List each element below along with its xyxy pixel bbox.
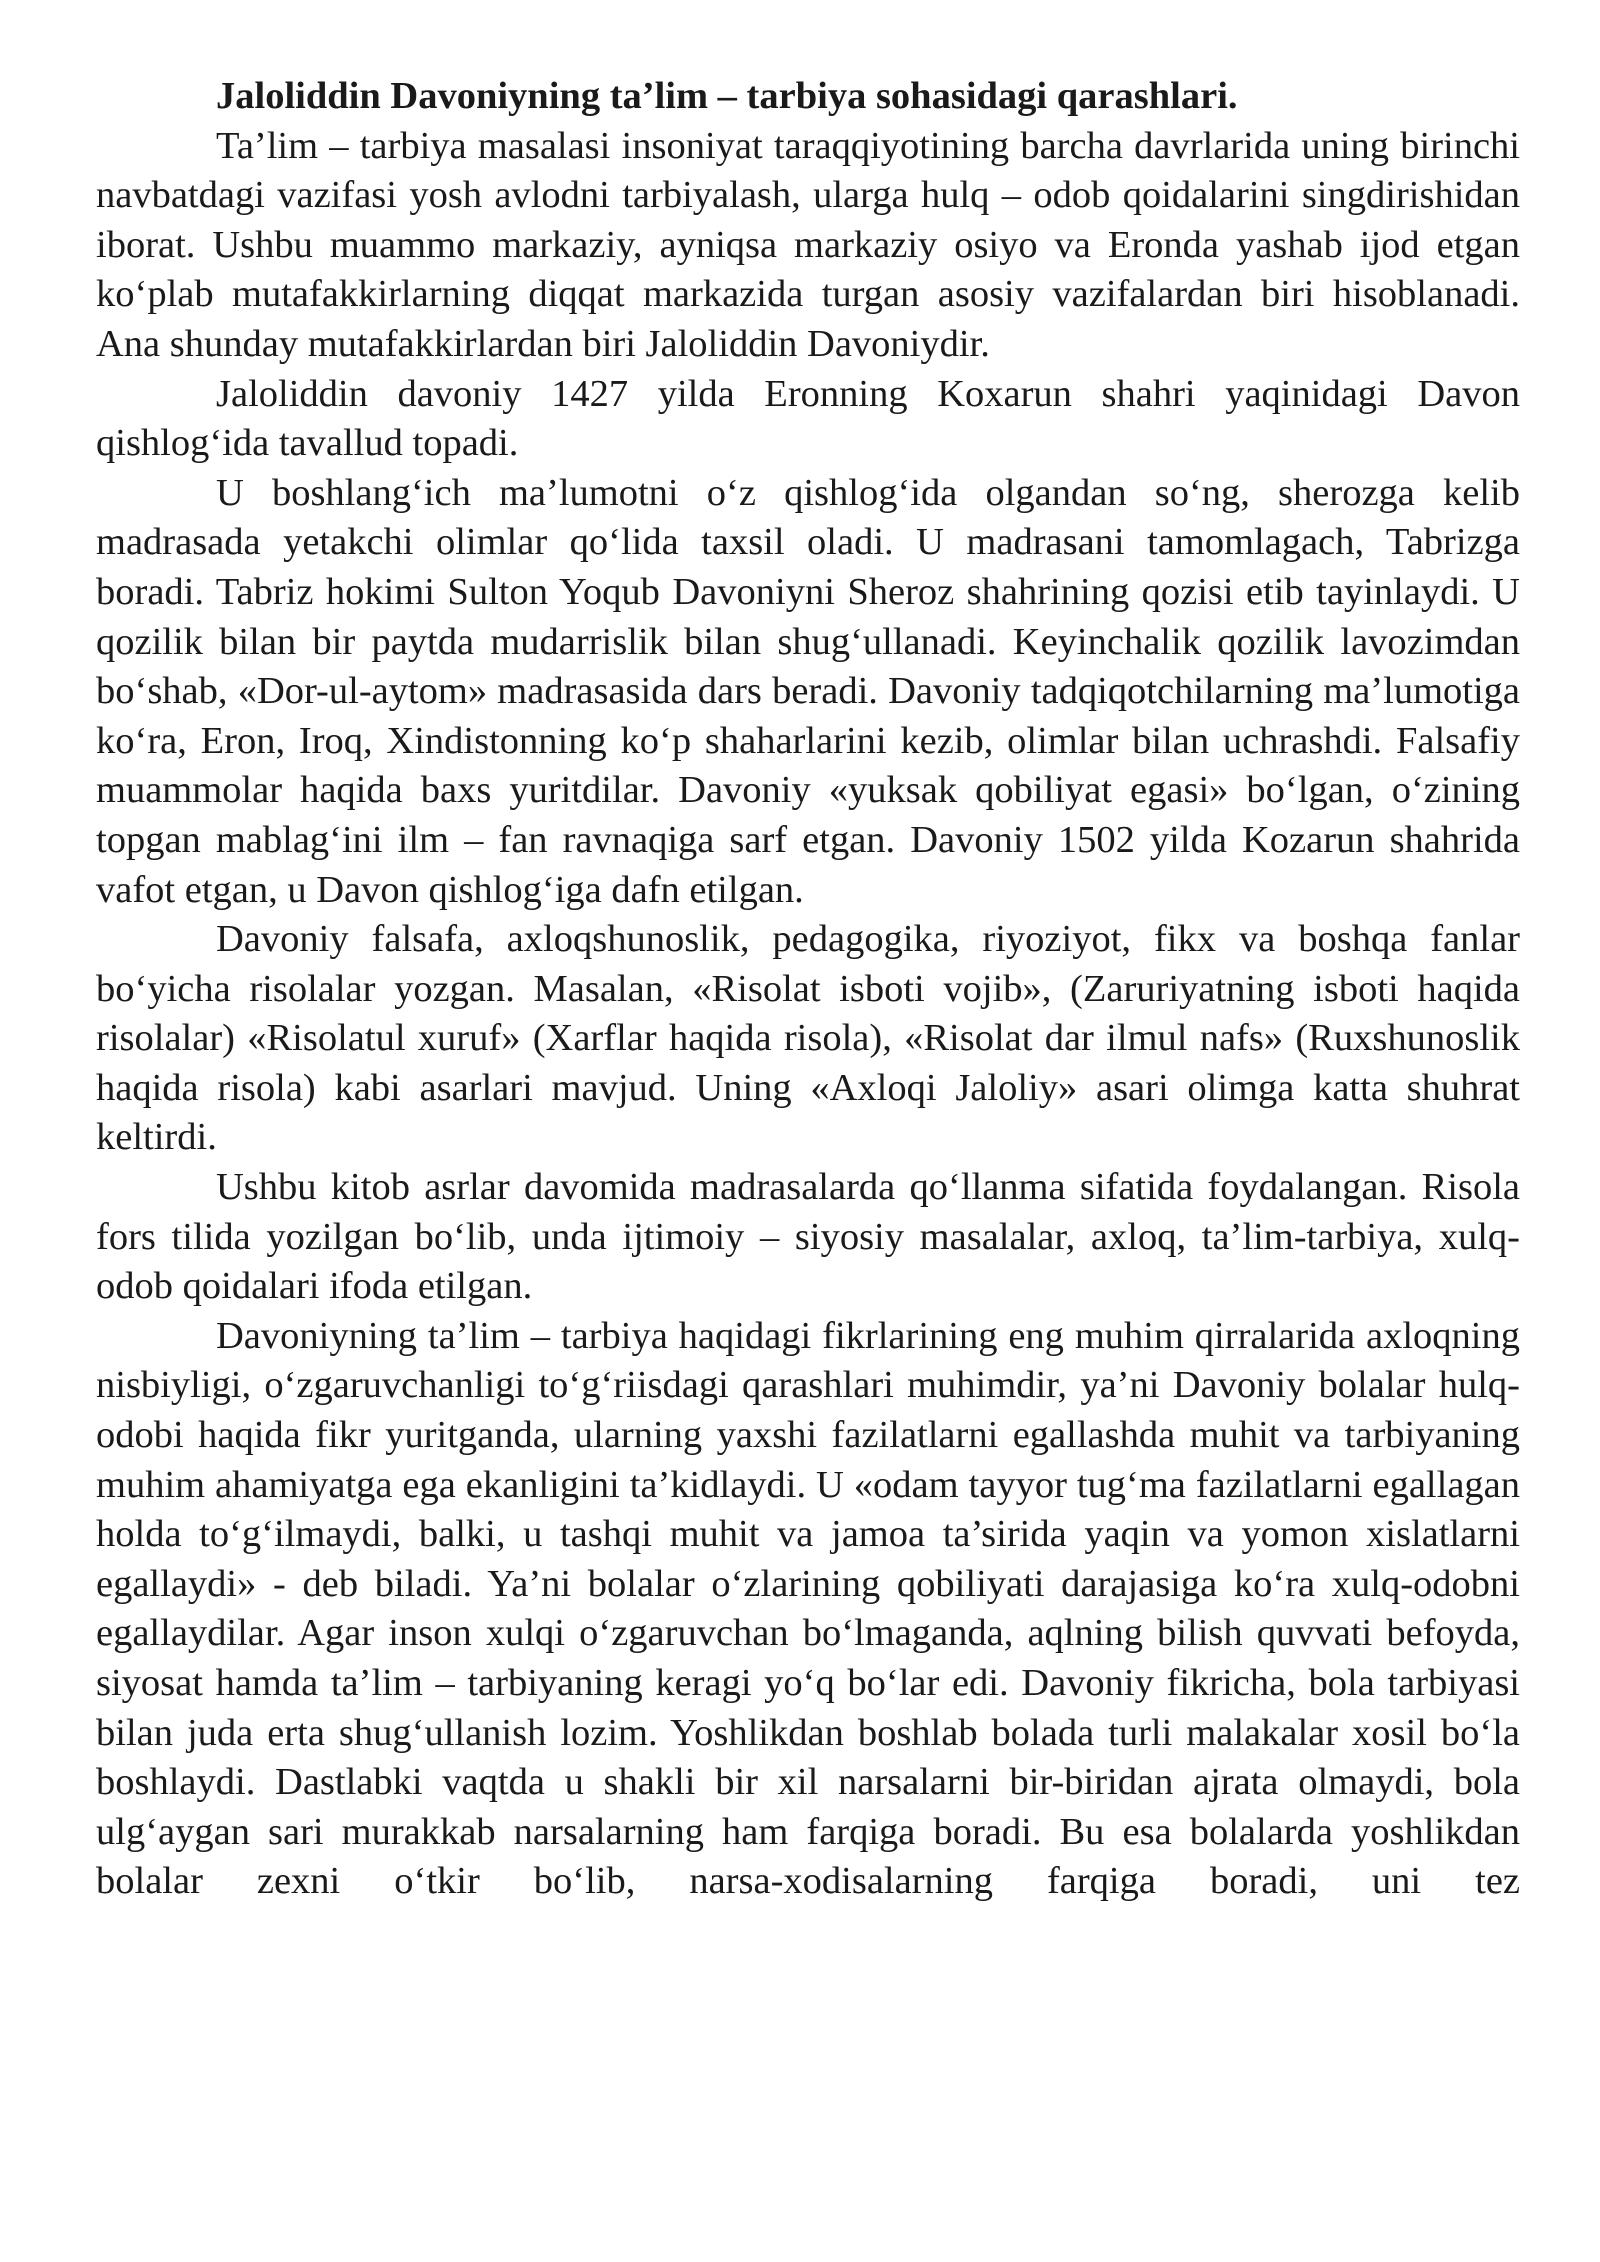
paragraph-views: Davoniyning ta’lim – tarbiya haqidagi fikrlarining eng muhim qirralarida axloqning nisbiyligi, o‘zgaruvchanligi to‘g‘riisdagi qarashlari muhimdir, ya’ni Davoniy bolalar hulq-odobi haqida fikr yuritganda, ularning yaxshi fazilatlarni egallashda muhit va tarbiyaning muhim ahamiyatga ega ekanligini ta’kidlaydi. U «odam tayyor tug‘ma fazilatlarni egallagan holda to‘g‘ilmaydi, balki, u tashqi muhit va jamoa ta’sirida yaqin va yomon xislatlarni egallaydi» - deb biladi. Ya’ni bolalar o‘zlarining qobiliyati darajasiga ko‘ra xulq-odobni egallaydilar. Agar inson xulqi o‘zgaruvchan bo‘lmaganda, aqlning bilish quvvati befoyda, siyosat hamda ta’lim – tarbiyaning keragi yo‘q bo‘lar edi. Davoniy fikricha, bola tarbiyasi bilan juda erta shug‘ullanish lozim. Yoshlikdan boshlab bolada turli malakalar xosil bo‘la boshlaydi. Dastlabki vaqtda u shakli bir xil narsalarni bir-biridan ajrata olmaydi, bola ulg‘aygan sari murakkab narsalarning ham farqiga boradi. Bu esa bolalarda yoshlikdan bolalar zexni o‘tkir bo‘lib, narsa-xodisalarning farqiga boradi, uni tez xyxy=(96,1314,1520,1903)
paragraph-book: Ushbu kitob asrlar davomida madrasalarda qo‘llanma sifatida foydalangan. Risola fors tilida yozilgan bo‘lib, unda ijtimoiy – siyosiy masalalar, axloq, ta’lim-tarbiya, xulq-odob qoidalari ifoda etilgan. xyxy=(96,1166,1520,1308)
paragraph-intro: Ta’lim – tarbiya masalasi insoniyat taraqqiyotining barcha davrlarida uning birinchi navbatdagi vazifasi yosh avlodni tarbiyalash, ularga hulq – odob qoidalarini singdirishidan iborat. Ushbu muammo markaziy, ayniqsa markaziy osiyo va Eronda yashab ijod etgan ko‘plab mutafakkirlarning diqqat markazida turgan asosiy vazifalardan biri hisoblanadi. Ana shunday mutafakkirlardan biri Jaloliddin Davoniydir. xyxy=(96,124,1520,365)
paragraph-birth: Jaloliddin davoniy 1427 yilda Eronning Koxarun shahri yaqinidagi Davon qishlog‘ida tavallud topadi. xyxy=(96,372,1520,465)
document-page xyxy=(96,72,1520,1907)
paragraph-works: Davoniy falsafa, axloqshunoslik, pedagogika, riyoziyot, fikx va boshqa fanlar bo‘yicha risolalar yozgan. Masalan, «Risolat isboti vojib», (Zaruriyatning isboti haqida risolalar) «Risolatul xuruf» (Xarflar haqida risola), «Risolat dar ilmul nafs» (Ruxshunoslik haqida risola) kabi asarlari mavjud. Uning «Axloqi Jaloliy» asari olimga katta shuhrat keltirdi. xyxy=(96,918,1520,1159)
paragraph-biography: U boshlang‘ich ma’lumotni o‘z qishlog‘ida olgandan so‘ng, sherozga kelib madrasada yetakchi olimlar qo‘lida taxsil oladi. U madrasani tamomlagach, Tabrizga boradi. Tabriz hokimi Sulton Yoqub Davoniyni Sheroz shahrining qozisi etib tayinlaydi. U qozilik bilan bir paytda mudarrislik bilan shug‘ullanadi. Keyinchalik qozilik lavozimdan bo‘shab, «Dor-ul-aytom» madrasasida dars beradi. Davoniy tadqiqotchilarning ma’lumotiga ko‘ra, Eron, Iroq, Xindistonning ko‘p shaharlarini kezib, olimlar bilan uchrashdi. Falsafiy muammolar haqida baxs yuritdilar. Davoniy «yuksak qobiliyat egasi» bo‘lgan, o‘zining topgan mablag‘ini ilm – fan ravnaqiga sarf etgan. Davoniy 1502 yilda Kozarun shahrida vafot etgan, u Davon qishlog‘iga dafn etilgan. xyxy=(96,471,1520,911)
document-title: Jaloliddin Davoniyning ta’lim – tarbiya sohasidagi qarashlari. xyxy=(216,75,1238,117)
